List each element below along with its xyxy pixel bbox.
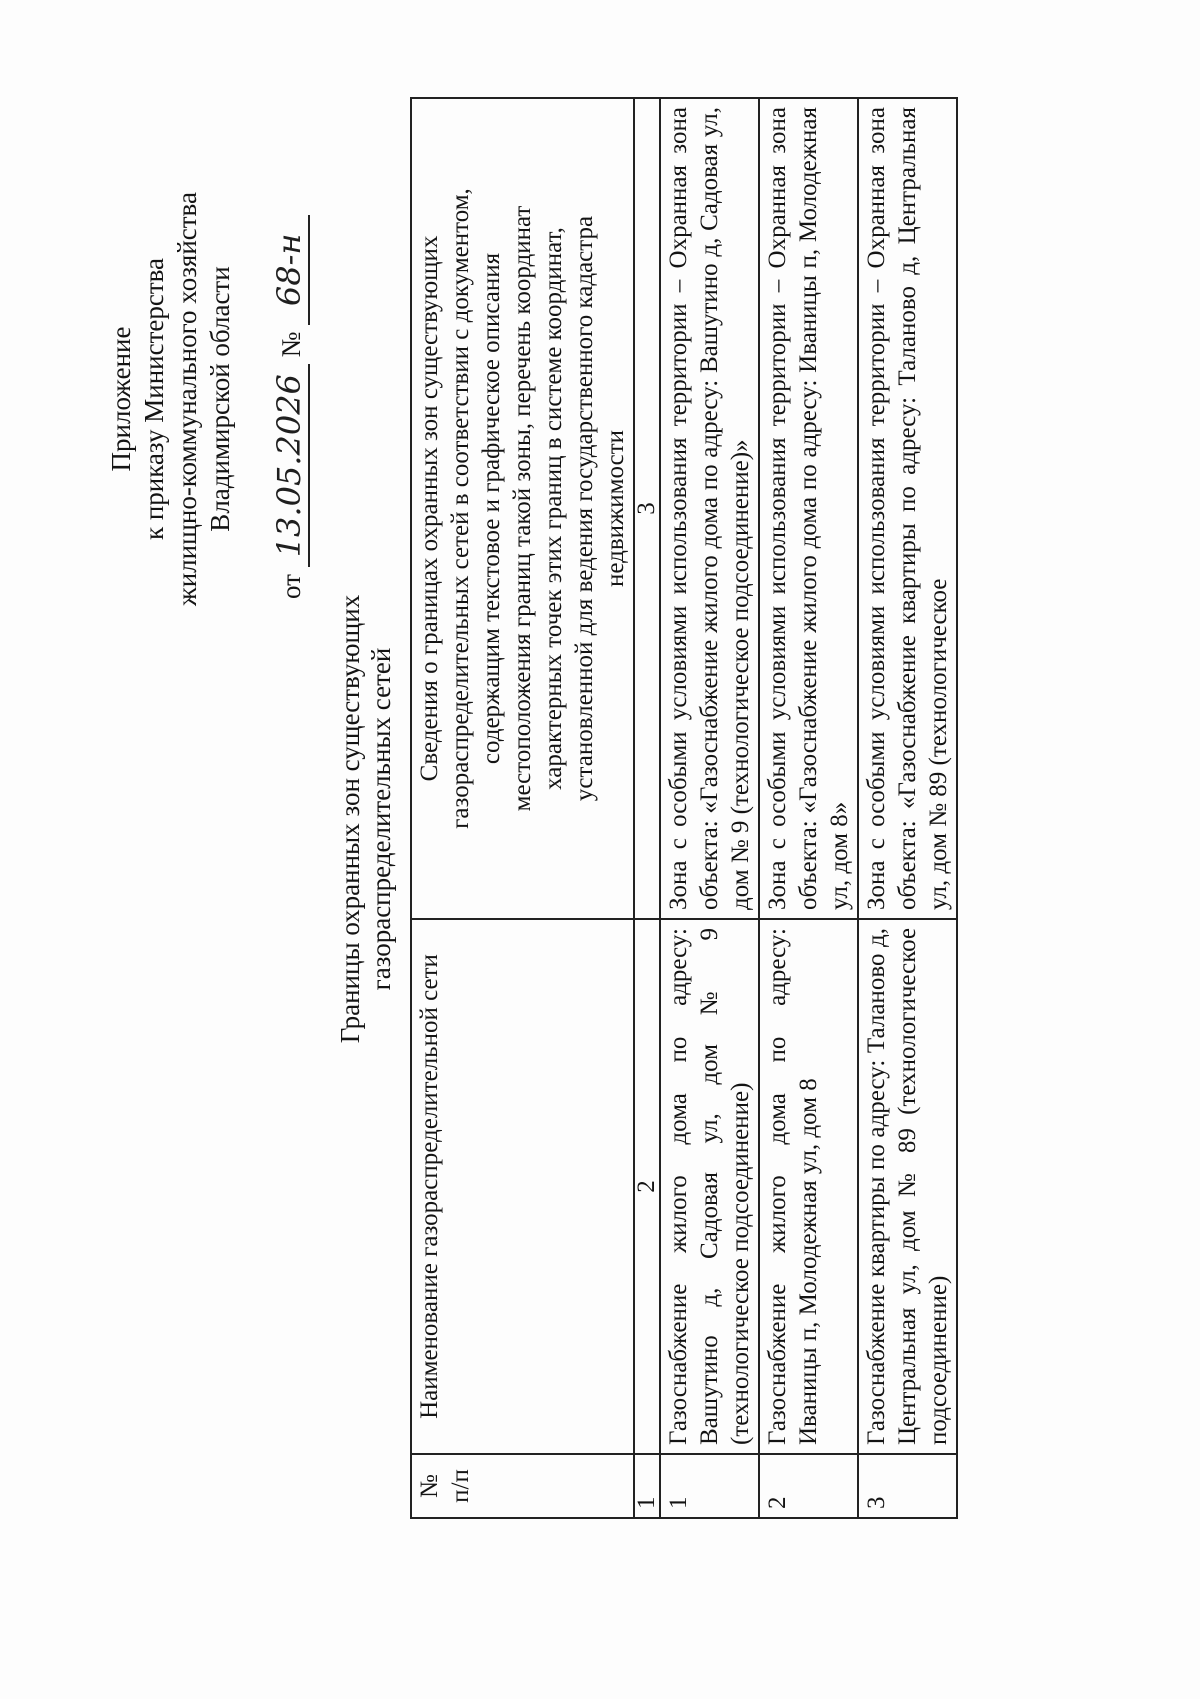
header-info-line: содержащим текстовое и графическое описания (478, 252, 505, 765)
handwritten-date: 13.05.2026 (270, 364, 310, 567)
column-number: 3 (634, 98, 660, 919)
header-info (411, 98, 634, 919)
column-number-row (634, 98, 660, 1518)
row-zone-info: Зона с особыми условиями использования территории – Охранная зона объекта: «Газоснабжение жилого дома по адресу: Вашутино д, Садовая ул, дом № 9 (технологическое подсоединение)» (660, 98, 759, 919)
order-date-number (270, 139, 310, 599)
title-line: газораспределительных сетей (366, 647, 396, 991)
column-number: 1 (634, 1454, 660, 1518)
appendix-line: жилищно-коммунального хозяйства (172, 192, 202, 606)
table-row (660, 98, 759, 1518)
zones-table (410, 97, 958, 1519)
header-info-line: характерных точек этих границ в системе координат, (540, 227, 567, 790)
number-prefix: № (276, 331, 306, 358)
document-title (335, 539, 397, 1099)
table-row (759, 98, 858, 1518)
row-network-name: Газоснабжение жилого дома по адресу: Иваницы п, Молодежная ул, дом 8 (759, 919, 858, 1454)
handwritten-number: 68-н (270, 215, 310, 325)
row-zone-info: Зона с особыми условиями использования территории – Охранная зона объекта: «Газоснабжение квартиры по адресу: Таланово д, Центральная ул, дом № 89 (технологическое (858, 98, 957, 919)
appendix-line: Владимирской области (205, 266, 235, 532)
table-row (858, 98, 957, 1518)
header-info-line: установленной для ведения государственного кадастра (571, 215, 598, 802)
row-num: 2 (759, 1454, 858, 1518)
column-number: 2 (634, 919, 660, 1454)
appendix-line: к приказу Министерства (139, 257, 169, 541)
header-name: Наименование газораспределительной сети (411, 919, 634, 1454)
row-zone-info: Зона с особыми условиями использования территории – Охранная зона объекта: «Газоснабжение жилого дома по адресу: Иваницы п, Молодежная ул, дом 8» (759, 98, 858, 919)
row-network-name: Газоснабжение квартиры по адресу: Таланово д, Центральная ул, дом № 89 (технологическое подсоединение) (858, 919, 957, 1454)
header-info-line: газораспределительных сетей в соответствии с документом, (447, 188, 474, 829)
header-info-line: Сведения о границах охранных зон существующих (416, 235, 443, 782)
row-network-name: Газоснабжение жилого дома по адресу: Вашутино д, Садовая ул, дом № 9 (технологическое подсоединение) (660, 919, 759, 1454)
row-num: 3 (858, 1454, 957, 1518)
date-prefix: от (276, 574, 306, 599)
header-info-line: местоположения границ такой зоны, перечень координат (509, 205, 536, 812)
appendix-block (105, 189, 237, 609)
title-line: Границы охранных зон существующих (335, 594, 365, 1044)
header-info-line: недвижимости (602, 429, 629, 588)
row-num: 1 (660, 1454, 759, 1518)
appendix-line: Приложение (106, 326, 136, 472)
table-header-row (411, 98, 634, 1518)
header-num: № п/п (411, 1454, 634, 1518)
